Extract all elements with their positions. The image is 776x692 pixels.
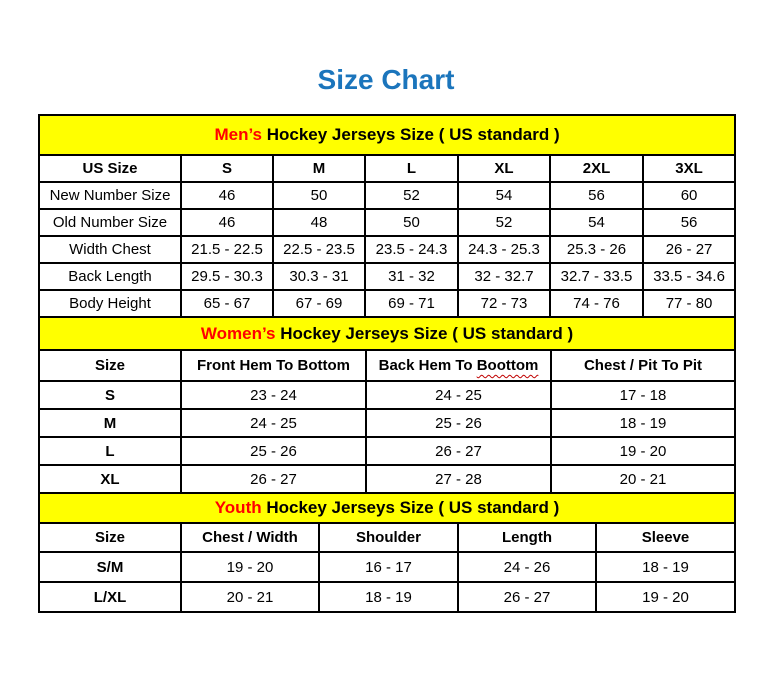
- size-value: 56: [550, 182, 643, 209]
- size-value: 17 - 18: [551, 381, 735, 409]
- size-value: 22.5 - 23.5: [273, 236, 365, 263]
- mens-accent-label: Men’s: [214, 125, 262, 144]
- womens-column-header-row: [39, 350, 735, 381]
- size-value: 27 - 28: [366, 465, 551, 493]
- size-value: 54: [550, 209, 643, 236]
- mens-col-header-l: L: [365, 155, 458, 182]
- size-value: 24 - 25: [181, 409, 366, 437]
- table-row: [39, 263, 735, 290]
- row-label: S/M: [39, 552, 181, 582]
- row-label: L: [39, 437, 181, 465]
- youth-column-header-row: [39, 523, 735, 552]
- mens-column-header-row: [39, 155, 735, 182]
- table-row: [39, 182, 735, 209]
- womens-col-header-chest: Chest / Pit To Pit: [551, 350, 735, 381]
- size-chart-container: [38, 114, 734, 613]
- row-label: Back Length: [39, 263, 181, 290]
- mens-col-header-s: S: [181, 155, 273, 182]
- back-hem-misspelled-word: Boottom: [476, 357, 539, 374]
- size-value: 24 - 26: [458, 552, 596, 582]
- size-value: 32.7 - 33.5: [550, 263, 643, 290]
- size-value: 26 - 27: [366, 437, 551, 465]
- size-value: 26 - 27: [458, 582, 596, 612]
- page-title: Size Chart: [317, 64, 455, 95]
- row-label: M: [39, 409, 181, 437]
- youth-col-header-length: Length: [458, 523, 596, 552]
- womens-col-header-front-hem: Front Hem To Bottom: [181, 350, 366, 381]
- size-value: 52: [365, 182, 458, 209]
- size-value: 56: [643, 209, 735, 236]
- size-value: 18 - 19: [551, 409, 735, 437]
- size-value: 23.5 - 24.3: [365, 236, 458, 263]
- row-label: L/XL: [39, 582, 181, 612]
- womens-band-row: [39, 317, 735, 350]
- size-value: 74 - 76: [550, 290, 643, 317]
- size-value: 48: [273, 209, 365, 236]
- table-row: [39, 290, 735, 317]
- youth-col-header-chest-width: Chest / Width: [181, 523, 319, 552]
- size-value: 60: [643, 182, 735, 209]
- size-value: 46: [181, 182, 273, 209]
- mens-col-header-m: M: [273, 155, 365, 182]
- size-value: 21.5 - 22.5: [181, 236, 273, 263]
- size-value: 65 - 67: [181, 290, 273, 317]
- size-value: 23 - 24: [181, 381, 366, 409]
- table-row: [39, 437, 735, 465]
- size-value: 29.5 - 30.3: [181, 263, 273, 290]
- size-value: 77 - 80: [643, 290, 735, 317]
- mens-col-header-2xl: 2XL: [550, 155, 643, 182]
- size-value: 19 - 20: [596, 582, 735, 612]
- table-row: [39, 552, 735, 582]
- size-value: 18 - 19: [319, 582, 458, 612]
- table-row: [39, 236, 735, 263]
- size-value: 30.3 - 31: [273, 263, 365, 290]
- size-value: 25 - 26: [366, 409, 551, 437]
- size-value: 46: [181, 209, 273, 236]
- size-value: 33.5 - 34.6: [643, 263, 735, 290]
- size-value: 31 - 32: [365, 263, 458, 290]
- row-label: New Number Size: [39, 182, 181, 209]
- youth-section-title: [39, 493, 735, 523]
- size-value: 19 - 20: [181, 552, 319, 582]
- size-value: 24 - 25: [366, 381, 551, 409]
- row-label: S: [39, 381, 181, 409]
- row-label: Body Height: [39, 290, 181, 317]
- size-value: 26 - 27: [643, 236, 735, 263]
- size-value: 25 - 26: [181, 437, 366, 465]
- mens-section-title: [39, 115, 735, 155]
- size-value: 25.3 - 26: [550, 236, 643, 263]
- size-value: 20 - 21: [551, 465, 735, 493]
- youth-band-row: [39, 493, 735, 523]
- size-value: 54: [458, 182, 550, 209]
- size-value: 69 - 71: [365, 290, 458, 317]
- size-value: 52: [458, 209, 550, 236]
- womens-accent-label: Women’s: [200, 323, 276, 343]
- table-row: [39, 381, 735, 409]
- womens-col-header-size: Size: [39, 350, 181, 381]
- size-value: 67 - 69: [273, 290, 365, 317]
- mens-section-title-rest: Hockey Jerseys Size ( US standard ): [262, 125, 560, 144]
- table-row: [39, 465, 735, 493]
- row-label: Width Chest: [39, 236, 181, 263]
- size-value: 18 - 19: [596, 552, 735, 582]
- mens-band-row: [39, 115, 735, 155]
- size-value: 26 - 27: [181, 465, 366, 493]
- size-value: 20 - 21: [181, 582, 319, 612]
- womens-size-table: [38, 316, 736, 494]
- youth-col-header-sleeve: Sleeve: [596, 523, 735, 552]
- mens-col-header-us-size: US Size: [39, 155, 181, 182]
- size-value: 50: [273, 182, 365, 209]
- mens-col-header-xl: XL: [458, 155, 550, 182]
- back-hem-prefix: Back Hem To: [378, 357, 477, 374]
- size-value: 24.3 - 25.3: [458, 236, 550, 263]
- womens-col-header-back-hem: [366, 350, 551, 381]
- youth-col-header-shoulder: Shoulder: [319, 523, 458, 552]
- size-value: 72 - 73: [458, 290, 550, 317]
- table-row: [39, 209, 735, 236]
- youth-size-table: [38, 492, 736, 613]
- mens-size-table: [38, 114, 736, 318]
- size-value: 19 - 20: [551, 437, 735, 465]
- table-row: [39, 409, 735, 437]
- womens-section-title-rest: Hockey Jerseys Size ( US standard ): [275, 323, 574, 343]
- size-value: 50: [365, 209, 458, 236]
- size-value: 16 - 17: [319, 552, 458, 582]
- mens-col-header-3xl: 3XL: [643, 155, 735, 182]
- row-label: XL: [39, 465, 181, 493]
- size-value: 32 - 32.7: [458, 263, 550, 290]
- womens-section-title: [39, 317, 735, 350]
- youth-col-header-size: Size: [39, 523, 181, 552]
- row-label: Old Number Size: [39, 209, 181, 236]
- youth-section-title-rest: Hockey Jerseys Size ( US standard ): [261, 498, 560, 517]
- table-row: [39, 582, 735, 612]
- youth-accent-label: Youth: [214, 498, 262, 517]
